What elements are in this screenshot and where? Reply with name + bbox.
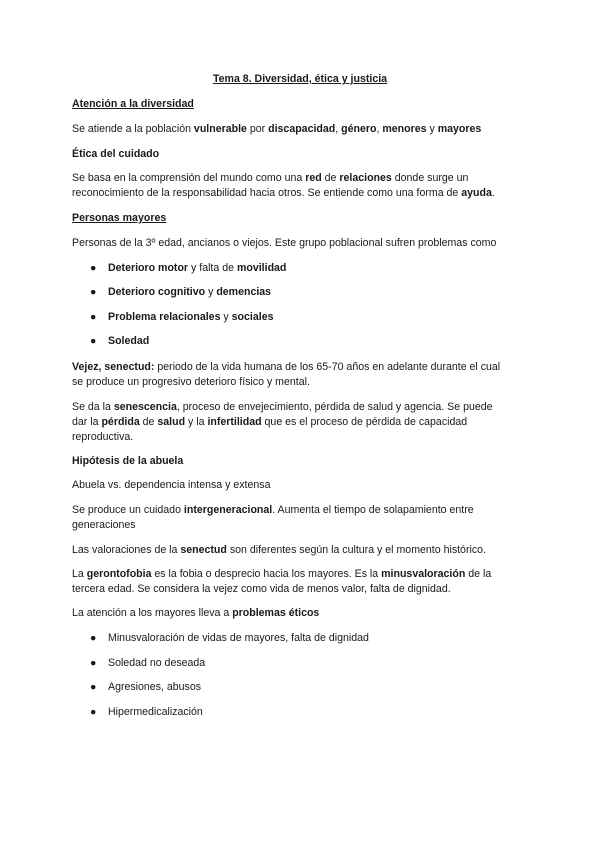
bullet-icon: ●: [90, 286, 97, 298]
bullet-icon: ●: [90, 262, 97, 274]
paragraph-gerontofobia-line-2: tercera edad. Se considera la vejez como vida de menos valor, falta de dignidad.: [72, 583, 451, 595]
paragraph-senescencia-line-3: reproductiva.: [72, 431, 134, 443]
heading-etica-cuidado: Ética del cuidado: [72, 148, 160, 160]
bullet-icon: ●: [90, 706, 97, 718]
heading-atencion-diversidad: Atención a la diversidad: [72, 98, 194, 110]
bullet-icon: ●: [90, 657, 97, 669]
heading-hipotesis-abuela: Hipótesis de la abuela: [72, 455, 184, 467]
document-page: Tema 8. Diversidad, ética y justicia Atención a la diversidad Se atiende a la población vulnerable por discapacidad, género, menores y mayores Ética del cuidado Se basa en la comprensión del mundo como una red de relaciones donde surge un reconocimiento de la responsabilidad hacia otros. Se entiende como una forma de ayuda. Personas mayores Personas de la 3º edad, ancianos o viejos. Este grupo poblacional sufren problemas como ● Deterioro motor y falta de movilidad ● Deterioro cognitivo y demencias ● Problema relacionales y sociales ● Soledad Vejez, senectud: periodo de la vida humana de los 65-70 años en adelante durante el cual se produce un progresivo deterioro físico y mental. Se da la senescencia, proceso de envejecimiento, pérdida de salud y agencia. Se puede dar la pérdida de salud y la infertilidad que es el proceso de pérdida de capacidad reproductiva. Hipótesis de la abuela Abuela vs. dependencia intensa y extensa Se produce un cuidado intergeneracional. Aumenta el tiempo de solapamiento entre generaciones Las valoraciones de la senectud son diferentes según la cultura y el momento histórico. La gerontofobia es la fobia o desprecio hacia los mayores. Es la minusvaloración de la tercera edad. Se considera la vejez como vida de menos valor, falta de dignidad. La atención a los mayores lleva a problemas éticos ● Minusvaloración de vidas de mayores, falta de dignidad ● Soledad no deseada ● Agresiones, abusos ● Hipermedicalización: [0, 0, 600, 848]
paragraph-etica-line-2: reconocimiento de la responsabilidad hacia otros. Se entiende como una forma de ayuda.: [72, 187, 495, 199]
paragraph-senescencia-line-1: Se da la senescencia, proceso de envejecimiento, pérdida de salud y agencia. Se puede: [72, 401, 493, 413]
document-title: Tema 8. Diversidad, ética y justicia: [212, 73, 388, 85]
paragraph-etica-line-1: Se basa en la comprensión del mundo como una red de relaciones donde surge un: [72, 172, 469, 184]
bullet-icon: ●: [90, 335, 97, 347]
paragraph-intergeneracional-line-2: generaciones: [72, 519, 136, 531]
paragraph-gerontofobia-line-1: La gerontofobia es la fobia o desprecio hacia los mayores. Es la minusvaloración de la: [72, 568, 492, 580]
paragraph-intergeneracional-line-1: Se produce un cuidado intergeneracional. Aumenta el tiempo de solapamiento entre: [72, 504, 474, 516]
paragraph-problemas-eticos: La atención a los mayores lleva a problemas éticos: [72, 607, 320, 619]
paragraph-vejez-line-1: Vejez, senectud: periodo de la vida humana de los 65-70 años en adelante durante el cual: [72, 361, 501, 373]
paragraph-valoraciones: Las valoraciones de la senectud son diferentes según la cultura y el momento histórico.: [72, 544, 486, 556]
paragraph-atencion: Se atiende a la población vulnerable por discapacidad, género, menores y mayores: [72, 123, 482, 135]
paragraph-abuela: Abuela vs. dependencia intensa y extensa: [72, 479, 271, 491]
bullet-icon: ●: [90, 681, 97, 693]
paragraph-vejez-line-2: se produce un progresivo deterioro físico y mental.: [72, 376, 310, 388]
paragraph-senescencia-line-2: dar la pérdida de salud y la infertilidad que es el proceso de pérdida de capacidad: [72, 416, 468, 428]
paragraph-personas-intro: Personas de la 3º edad, ancianos o viejos. Este grupo poblacional sufren problemas como: [72, 237, 497, 249]
heading-personas-mayores: Personas mayores: [72, 212, 167, 224]
bullet-icon: ●: [90, 311, 97, 323]
bullet-icon: ●: [90, 632, 97, 644]
